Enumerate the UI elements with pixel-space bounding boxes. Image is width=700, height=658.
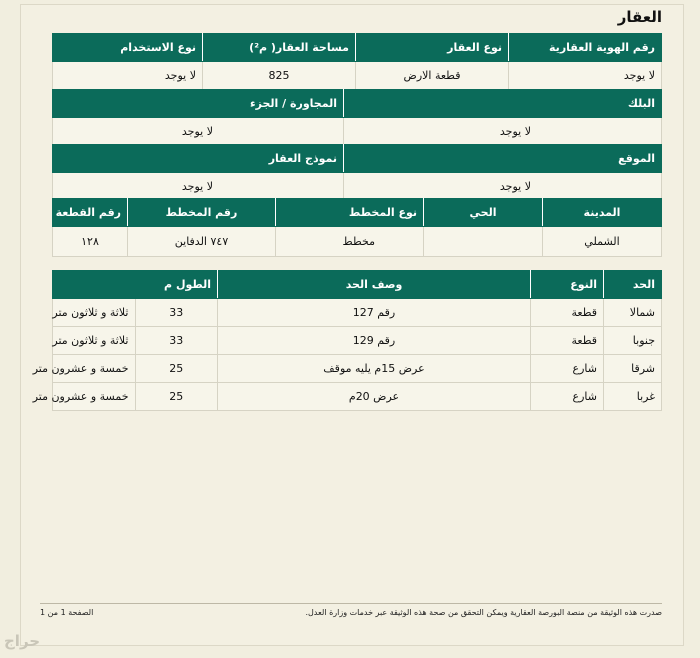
value-neighborhood-part: لا يوجد <box>53 118 344 146</box>
boundary-side: غربا <box>604 383 662 411</box>
header-type: النوع <box>531 271 604 299</box>
header-side: الحد <box>604 271 662 299</box>
boundary-description: عرض 20م <box>218 383 531 411</box>
table-row <box>53 327 662 355</box>
header-city: المدينة <box>543 199 662 227</box>
value-property-type: قطعة الارض <box>356 62 509 90</box>
value-plan-number: ٧٤٧ الدفاين <box>128 227 276 257</box>
boundary-description: رقم 127 <box>218 299 531 327</box>
watermark-logo: حراج <box>4 632 41 650</box>
section-title: العقار <box>617 8 662 26</box>
table-row <box>53 299 662 327</box>
boundary-length: 33 <box>135 299 218 327</box>
property-table <box>52 33 662 90</box>
footer-divider <box>40 603 662 604</box>
boundary-type: قطعة <box>531 299 604 327</box>
boundary-side: جنوبا <box>604 327 662 355</box>
boundary-side: شرقا <box>604 355 662 383</box>
header-plan-number: رقم المخطط <box>128 199 276 227</box>
header-plot-number: رقم القطعة <box>53 199 128 227</box>
value-location: لا يوجد <box>344 173 662 201</box>
header-property-model: نموذج العقار <box>53 145 344 173</box>
value-plan-type: مخطط <box>276 227 424 257</box>
value-property-id: لا يوجد <box>509 62 662 90</box>
header-property-id: رقم الهوية العقارية <box>509 34 662 62</box>
value-property-area: 825 <box>203 62 356 90</box>
boundary-type: شارع <box>531 383 604 411</box>
header-neighborhood-part: المجاورة / الجزء <box>53 90 344 118</box>
boundary-length-text: خمسة و عشرون متر <box>53 355 136 383</box>
value-city: الشملي <box>543 227 662 257</box>
header-description: وصف الحد <box>218 271 531 299</box>
boundary-length: 25 <box>135 383 218 411</box>
boundary-length-text: خمسة و عشرون متر <box>53 383 136 411</box>
table-row <box>53 355 662 383</box>
header-property-area: مساحة العقار( م²) <box>203 34 356 62</box>
value-plot-number: ١٢٨ <box>53 227 128 257</box>
header-district: الحي <box>424 199 543 227</box>
header-usage-type: نوع الاستخدام <box>53 34 203 62</box>
value-usage-type: لا يوجد <box>53 62 203 90</box>
value-property-model: لا يوجد <box>53 173 344 201</box>
boundary-side: شمالا <box>604 299 662 327</box>
block-table <box>52 89 662 146</box>
header-plan-type: نوع المخطط <box>276 199 424 227</box>
table-row <box>53 383 662 411</box>
header-location: الموقع <box>344 145 662 173</box>
page-number: الصفحة 1 من 1 <box>40 608 94 617</box>
value-district <box>424 227 543 257</box>
location-table <box>52 144 662 201</box>
boundaries-table <box>32 270 662 411</box>
boundary-length: 25 <box>135 355 218 383</box>
value-block: لا يوجد <box>344 118 662 146</box>
boundary-length: 33 <box>135 327 218 355</box>
header-length: الطول م <box>53 271 218 299</box>
boundary-type: قطعة <box>531 327 604 355</box>
boundary-description: رقم 129 <box>218 327 531 355</box>
header-block: البلك <box>344 90 662 118</box>
boundary-length-text: ثلاثة و ثلاثون متر <box>53 299 136 327</box>
header-property-type: نوع العقار <box>356 34 509 62</box>
boundary-type: شارع <box>531 355 604 383</box>
boundary-length-text: ثلاثة و ثلاثون متر <box>53 327 136 355</box>
boundary-description: عرض 15م يليه موقف <box>218 355 531 383</box>
plan-table <box>52 198 662 257</box>
footer-note: صدرت هذه الوثيقة من منصة البورصة العقارية ويمكن التحقق من صحة هذه الوثيقة عبر خدمات وزارة العدل. <box>305 608 662 617</box>
